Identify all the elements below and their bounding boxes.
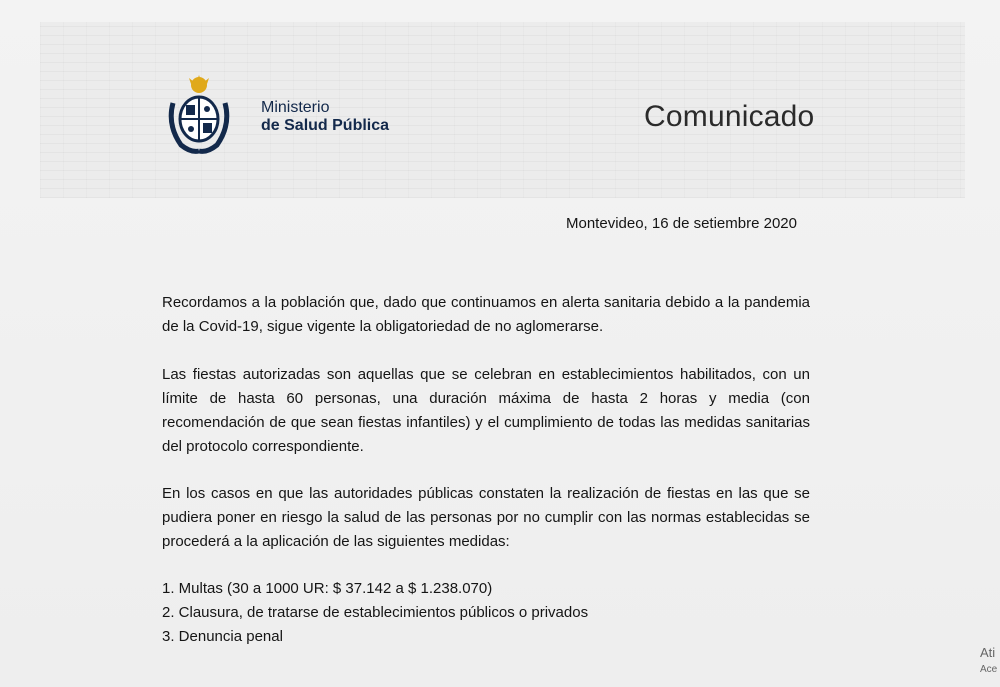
watermark-line-1: Ati — [980, 645, 996, 660]
measures-list — [162, 577, 588, 649]
watermark-line-2: Ace — [980, 664, 998, 675]
list-item: 2. Clausura, de tratarse de establecimientos públicos o privados — [162, 604, 589, 621]
paragraph-3: En los casos en que las autoridades públicas constaten la realización de fiestas en las que se pudiera poner en riesgo la salud de las personas por no cumplir con las normas establecidas se procederá a la aplicación de las siguientes medidas: — [162, 485, 810, 550]
document-type-heading: Comunicado — [644, 100, 815, 133]
ministry-line-1: Ministerio — [261, 99, 330, 116]
list-item: 3. Denuncia penal — [162, 628, 283, 645]
activation-watermark — [980, 644, 997, 678]
uruguay-coat-of-arms-icon — [165, 75, 233, 155]
document-date: Montevideo, 16 de setiembre 2020 — [566, 215, 797, 232]
ministry-line-2: de Salud Pública — [261, 117, 390, 134]
list-item: 1. Multas (30 a 1000 UR: $ 37.142 a $ 1.238.070) — [162, 580, 493, 597]
paragraph-1: Recordamos a la población que, dado que continuamos en alerta sanitaria debido a la pandemia de la Covid-19, sigue vigente la obligatoriedad de no aglomerarse. — [162, 294, 810, 335]
ministry-name — [261, 99, 389, 135]
paragraph-2: Las fiestas autorizadas son aquellas que se celebran en establecimientos habilitados, con un límite de hasta 60 personas, una duración máxima de hasta 2 horas y media (con recomendación de que sean fiestas infantiles) y el cumplimiento de todas las medidas sanitarias del protocolo correspondiente. — [162, 366, 810, 455]
